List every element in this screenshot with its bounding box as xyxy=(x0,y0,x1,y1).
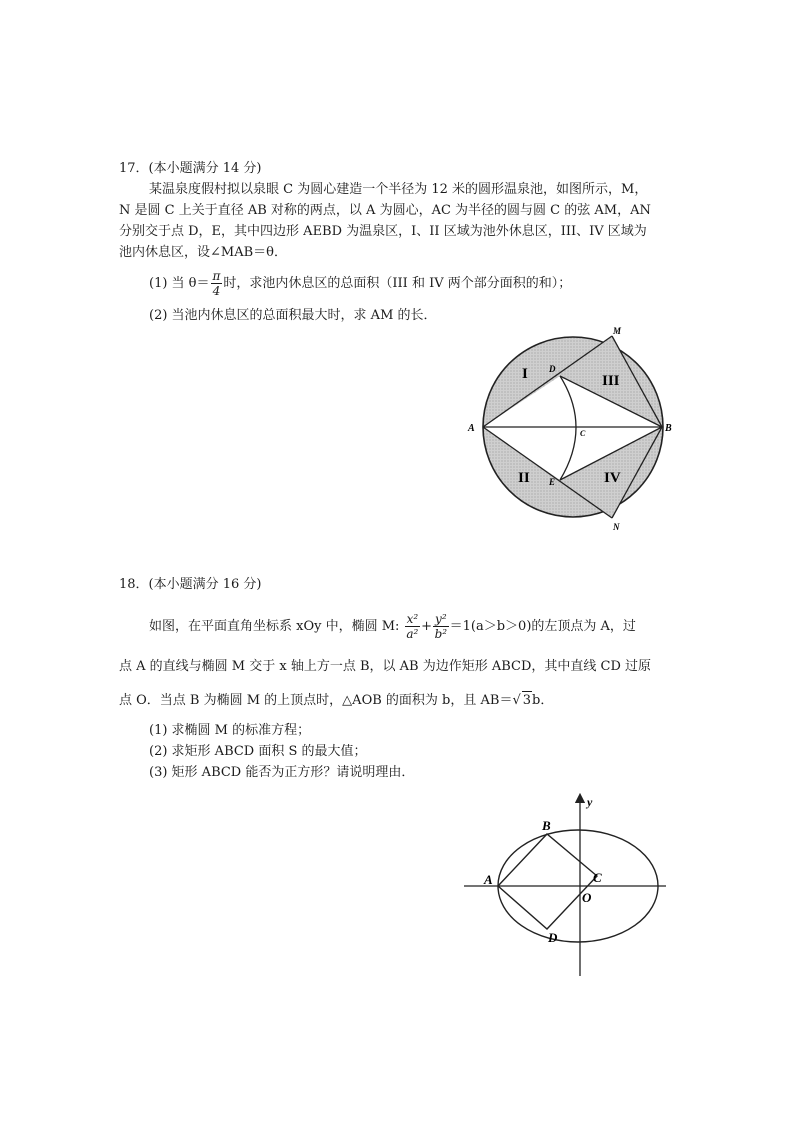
problem-17-text-line1: 某温泉度假村拟以泉眼 C 为圆心建造一个半径为 12 米的圆形温泉池，如图所示，M， xyxy=(149,182,648,197)
q1-suffix: 时，求池内休息区的总面积（III 和 IV 两个部分面积的和）； xyxy=(223,276,572,291)
problem-17-text-line3: 分别交于点 D，E，其中四边形 AEBD 为温泉区，I、II 区域为池外休息区，III、IV 区域为 xyxy=(119,224,647,239)
label-B: B xyxy=(665,423,672,434)
problem-17-question-1 xyxy=(149,268,571,300)
p18-line1-suffix: ＝1(a＞b＞0)的左顶点为 A，过 xyxy=(449,619,636,634)
label-D: D xyxy=(549,364,556,374)
problem-18-question-3: (3) 矩形 ABCD 能否为正方形？请说明理由． xyxy=(149,765,415,780)
problem-18-header: 18．(本小题满分 16 分) xyxy=(119,577,262,592)
sqrt-radicand: 3 xyxy=(522,693,532,708)
problem-18-text-line3 xyxy=(119,691,553,710)
problem-17-figure xyxy=(462,322,678,538)
sqrt-symbol: √ xyxy=(512,693,521,708)
label-A: A xyxy=(484,872,493,887)
q1-frac-num: π xyxy=(212,269,221,283)
frac2-den: b² xyxy=(434,627,448,641)
label-I: I xyxy=(522,366,528,382)
label-II: II xyxy=(518,470,530,486)
problem-18-figure xyxy=(460,790,676,980)
label-E: E xyxy=(549,477,556,487)
q1-frac-den: 4 xyxy=(212,284,221,298)
plus-sign: + xyxy=(421,619,433,634)
label-O: O xyxy=(582,890,592,905)
problem-17-text-line2: N 是圆 C 上关于直径 AB 对称的两点，以 A 为圆心，AC 为半径的圆与圆 C 的弦 AM，AN xyxy=(119,203,651,218)
frac-y-over-b xyxy=(433,613,449,640)
label-D: D xyxy=(548,930,558,945)
label-III: III xyxy=(602,373,620,389)
label-A: A xyxy=(468,423,475,434)
problem-17-text-line4: 池内休息区，设∠MAB＝θ． xyxy=(119,245,287,260)
problem-18-text-line1 xyxy=(149,610,636,644)
label-C: C xyxy=(580,429,586,438)
problem-18-question-2: (2) 求矩形 ABCD 面积 S 的最大值； xyxy=(149,744,367,759)
problem-18-text-line2: 点 A 的直线与椭圆 M 交于 x 轴上方一点 B，以 AB 为边作矩形 ABCD，其中直线 CD 过原 xyxy=(119,659,652,674)
rectangle-ABCD xyxy=(498,834,597,929)
frac1-num: x² xyxy=(406,612,419,626)
label-C: C xyxy=(593,870,602,885)
frac1-den: a² xyxy=(406,627,419,641)
p18-line1-prefix: 如图，在平面直角坐标系 xOy 中，椭圆 M: xyxy=(149,619,400,634)
p18-line3-suffix: b． xyxy=(532,693,554,708)
frac-x-over-a xyxy=(405,613,421,640)
problem-17-header: 17．(本小题满分 14 分) xyxy=(119,161,262,176)
problem-17-question-2: (2) 当池内休息区的总面积最大时，求 AM 的长． xyxy=(149,308,437,323)
label-IV: IV xyxy=(604,470,621,486)
problem-18-question-1: (1) 求椭圆 M 的标准方程； xyxy=(149,723,311,738)
label-y: y xyxy=(587,795,593,809)
q1-prefix: (1) 当 θ＝ xyxy=(149,276,210,291)
label-N: N xyxy=(613,522,620,532)
frac2-num: y² xyxy=(435,612,447,626)
q1-fraction xyxy=(211,270,223,297)
p18-line3-prefix: 点 O．当点 B 为椭圆 M 的上顶点时，△AOB 的面积为 b，且 AB＝ xyxy=(119,693,513,708)
label-B: B xyxy=(542,818,551,833)
label-M: M xyxy=(613,326,622,336)
